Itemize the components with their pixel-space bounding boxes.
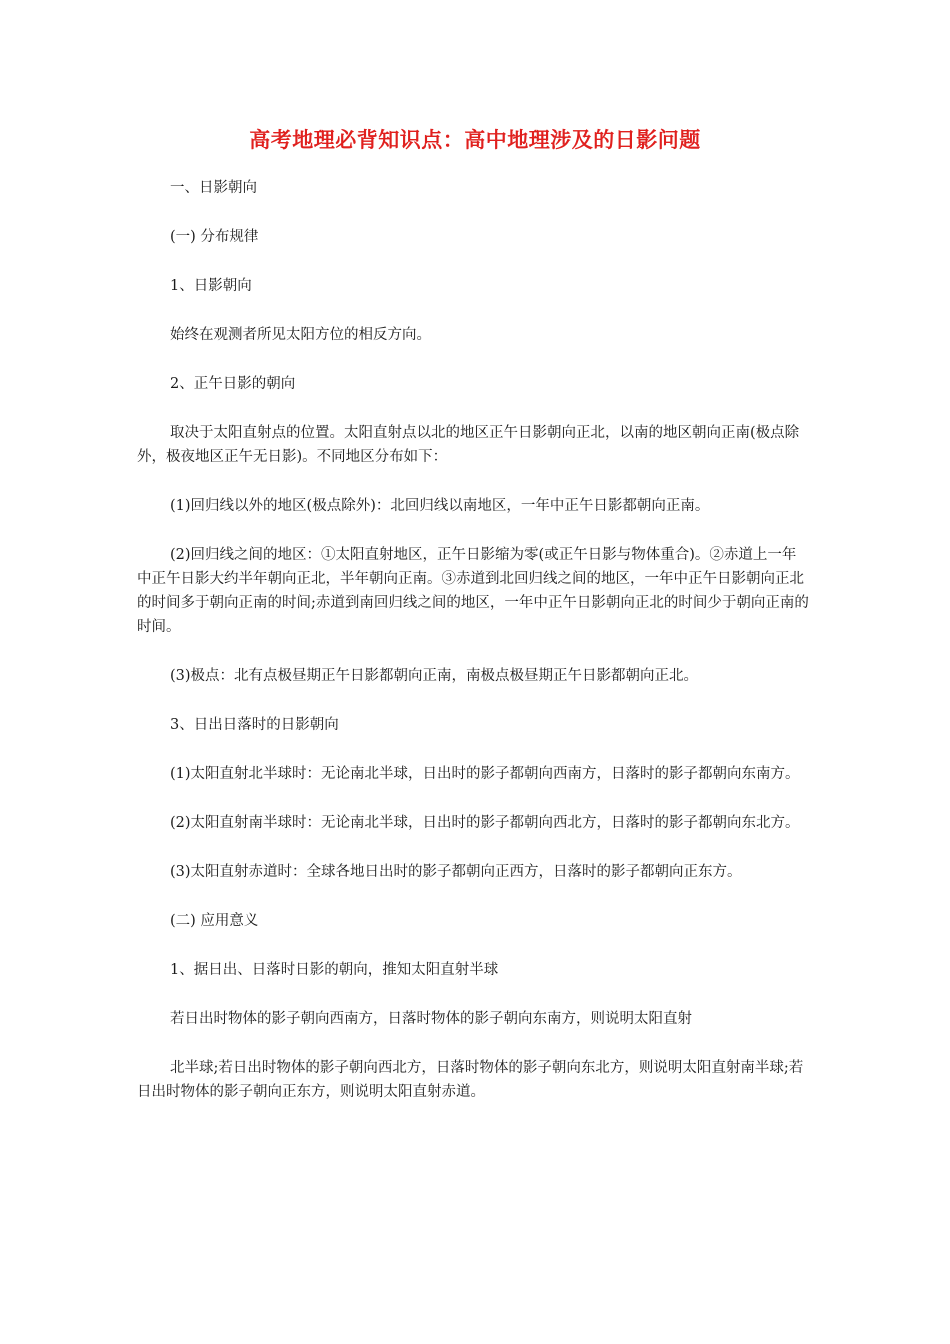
heading-item-1: 1、日影朝向: [170, 278, 252, 294]
heading-item-2: 2、正午日影的朝向: [170, 376, 296, 392]
document-title: 高考地理必背知识点：高中地理涉及的日影问题: [249, 127, 701, 152]
document-body: [137, 176, 809, 1129]
paragraph: (3)太阳直射赤道时：全球各地日出时的影子都朝向正西方，日落时的影子都朝向正东方。: [170, 864, 742, 880]
heading-subsection-application: (二) 应用意义: [170, 913, 259, 929]
heading-section-1: 一、日影朝向: [170, 180, 257, 196]
paragraph: 始终在观测者所见太阳方位的相反方向。: [170, 327, 431, 343]
paragraph: 北半球;若日出时物体的影子朝向西北方，日落时物体的影子朝向东北方，则说明太阳直射南半球;若日出时物体的影子朝向正东方，则说明太阳直射赤道。: [137, 1060, 804, 1100]
paragraph: 若日出时物体的影子朝向西南方，日落时物体的影子朝向东南方，则说明太阳直射: [170, 1011, 692, 1027]
heading-subsection-distribution: (一) 分布规律: [170, 229, 259, 245]
paragraph: (1)太阳直射北半球时：无论南北半球，日出时的影子都朝向西南方，日落时的影子都朝向东南方。: [170, 766, 800, 782]
paragraph: 取决于太阳直射点的位置。太阳直射点以北的地区正午日影朝向正北，以南的地区朝向正南(极点除外，极夜地区正午无日影)。不同地区分布如下：: [137, 425, 800, 465]
heading-item-1-application: 1、据日出、日落时日影的朝向，推知太阳直射半球: [170, 962, 499, 978]
paragraph: (2)回归线之间的地区：①太阳直射地区，正午日影缩为零(或正午日影与物体重合)。②赤道上一年中正午日影大约半年朝向正北，半年朝向正南。③赤道到北回归线之间的地区，一年中正午日影朝向正北的时间多于朝向正南的时间;赤道到南回归线之间的地区，一年中正午日影朝向正北的时间少于朝向正南的时间。: [137, 547, 809, 635]
heading-item-3: 3、日出日落时的日影朝向: [170, 717, 339, 733]
paragraph: (2)太阳直射南半球时：无论南北半球，日出时的影子都朝向西北方，日落时的影子都朝向东北方。: [170, 815, 800, 831]
paragraph: (3)极点：北有点极昼期正午日影都朝向正南，南极点极昼期正午日影都朝向正北。: [170, 668, 699, 684]
paragraph: (1)回归线以外的地区(极点除外)：北回归线以南地区，一年中正午日影都朝向正南。: [170, 498, 710, 514]
